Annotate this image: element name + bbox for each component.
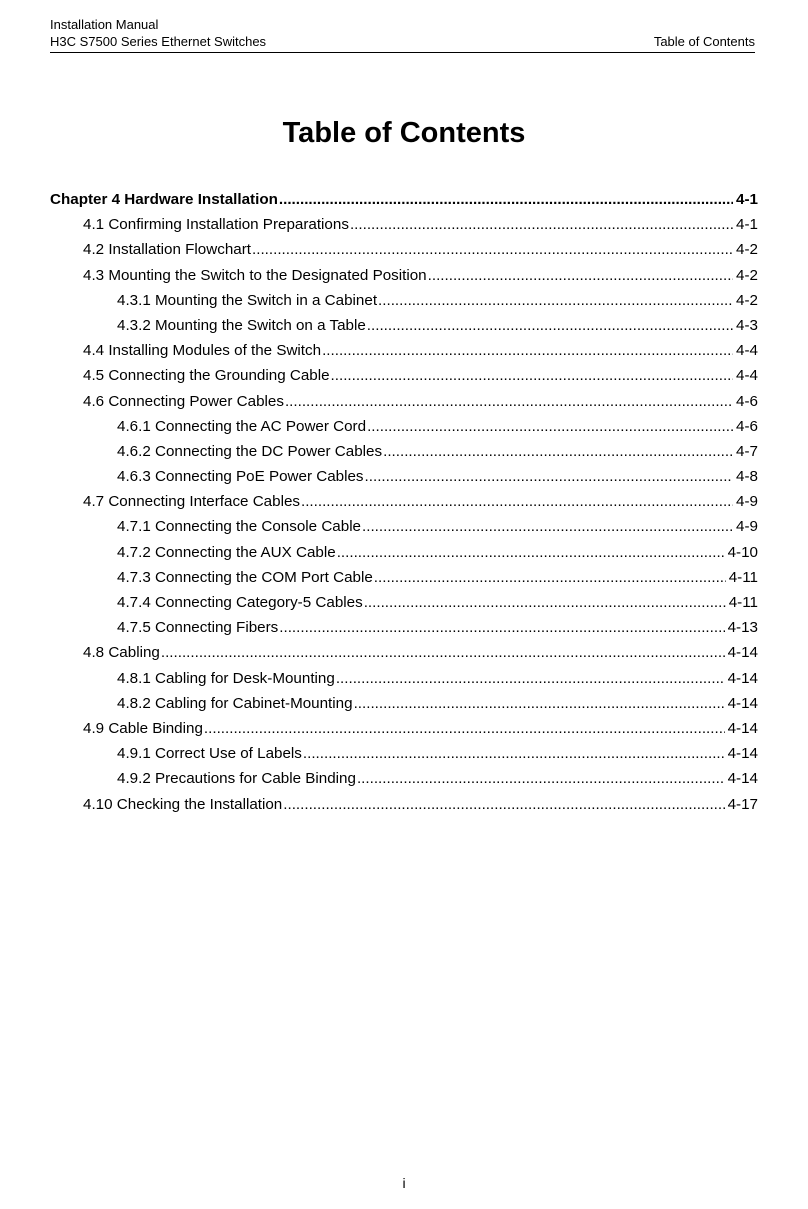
toc-entry-4-3-2[interactable] — [50, 313, 758, 338]
toc-entry-page: 4-11 — [728, 568, 758, 586]
toc-entry-page: 4-14 — [727, 745, 758, 763]
toc-entry-page: 4-2 — [736, 291, 758, 309]
toc-entry-label: 4.3 Mounting the Switch to the Designated Position — [83, 266, 427, 284]
toc-entry-page: 4-6 — [736, 417, 758, 435]
toc-entry-label: 4.7.4 Connecting Category-5 Cables — [117, 594, 363, 611]
toc-entry-page: 4-1 — [736, 191, 758, 208]
dot-leader — [373, 565, 726, 590]
dot-leader — [364, 464, 734, 489]
toc-entry-page: 4-4 — [736, 367, 758, 385]
dot-leader — [366, 313, 733, 338]
toc-entry-4-6[interactable] — [50, 389, 758, 414]
toc-entry-4-3-1[interactable] — [50, 288, 758, 313]
page-title: Table of Contents — [282, 117, 526, 149]
dot-leader — [282, 792, 724, 817]
dot-leader — [251, 237, 733, 262]
toc-entry-label: 4.7.3 Connecting the COM Port Cable — [117, 568, 373, 586]
toc-entry-label: 4.5 Connecting the Grounding Cable — [83, 367, 330, 385]
toc-entry-label: 4.8.1 Cabling for Desk-Mounting — [117, 669, 335, 687]
toc-entry-page: 4-9 — [736, 518, 758, 536]
toc-entry-page: 4-14 — [727, 644, 758, 662]
toc-entry-label: 4.6 Connecting Power Cables — [83, 392, 284, 410]
toc-entry-4-10[interactable] — [50, 792, 758, 817]
toc-entry-label: 4.8.2 Cabling for Cabinet-Mounting — [117, 694, 353, 712]
dot-leader — [278, 187, 733, 212]
toc-entry-label: 4.7.5 Connecting Fibers — [117, 619, 279, 637]
toc-entry-4-5[interactable] — [50, 363, 758, 388]
dot-leader — [356, 766, 725, 791]
dot-leader — [366, 414, 733, 439]
page-number: i — [402, 1175, 406, 1191]
toc-entry-4-7-2[interactable] — [50, 540, 758, 565]
toc-entry-label: 4.2 Installation Flowchart — [83, 241, 251, 259]
dot-leader — [427, 263, 733, 288]
header-section: Table of Contents — [653, 34, 755, 49]
page-header — [50, 16, 755, 53]
header-doc-type: Installation Manual — [50, 17, 159, 32]
dot-leader — [284, 389, 733, 414]
toc-entry-label: 4.6.1 Connecting the AC Power Cord — [117, 417, 367, 435]
toc-entry-page: 4-2 — [736, 266, 758, 284]
toc-entry-label: 4.1 Confirming Installation Preparations — [83, 216, 349, 234]
toc-entry-label: Chapter 4 Hardware Installation — [50, 191, 278, 208]
toc-entry-4-7[interactable] — [50, 489, 758, 514]
toc-entry-4-6-1[interactable] — [50, 414, 758, 439]
dot-leader — [330, 363, 734, 388]
toc-entry-4-8[interactable] — [50, 640, 758, 665]
toc-entry-page: 4-3 — [736, 316, 758, 334]
dot-leader — [203, 716, 725, 741]
dot-leader — [382, 439, 733, 464]
toc-entry-4-8-1[interactable] — [50, 666, 758, 691]
toc-entry-label: 4.9 Cable Binding — [83, 719, 203, 737]
toc-entry-4-6-2[interactable] — [50, 439, 758, 464]
toc-entry-label: 4.10 Checking the Installation — [83, 795, 283, 813]
dot-leader — [160, 640, 725, 665]
toc-entry-page: 4-8 — [736, 468, 758, 486]
toc-entry-page: 4-1 — [736, 216, 758, 234]
dot-leader — [377, 288, 733, 313]
toc-entry-page: 4-4 — [736, 342, 758, 360]
toc-entry-4-8-2[interactable] — [50, 691, 758, 716]
toc-entry-page: 4-13 — [727, 619, 758, 637]
toc-entry-page: 4-14 — [727, 770, 758, 788]
toc-entry-page: 4-14 — [727, 719, 758, 737]
dot-leader — [363, 590, 726, 615]
toc-entry-4-4[interactable] — [50, 338, 758, 363]
toc-entry-label: 4.7.2 Connecting the AUX Cable — [117, 543, 336, 561]
dot-leader — [353, 691, 725, 716]
dot-leader — [349, 212, 733, 237]
toc-entry-page: 4-10 — [727, 543, 758, 561]
toc-entry-label: 4.3.2 Mounting the Switch on a Table — [117, 316, 366, 334]
toc-entry-4-7-1[interactable] — [50, 514, 758, 539]
toc-entry-page: 4-2 — [736, 241, 758, 259]
toc-entry-label: 4.9.2 Precautions for Cable Binding — [117, 770, 356, 788]
table-of-contents — [50, 187, 758, 817]
toc-entry-page: 4-14 — [727, 669, 758, 687]
toc-entry-label: 4.7.1 Connecting the Console Cable — [117, 518, 362, 536]
toc-entry-label: 4.6.3 Connecting PoE Power Cables — [117, 468, 364, 486]
toc-entry-label: 4.9.1 Correct Use of Labels — [117, 745, 302, 763]
toc-entry-4-9-2[interactable] — [50, 766, 758, 791]
toc-entry-4-7-5[interactable] — [50, 615, 758, 640]
dot-leader — [321, 338, 733, 363]
toc-entry-label: 4.4 Installing Modules of the Switch — [83, 342, 322, 360]
header-product: H3C S7500 Series Ethernet Switches — [50, 34, 267, 49]
toc-entry-label: 4.8 Cabling — [83, 644, 160, 662]
toc-entry-4-9[interactable] — [50, 716, 758, 741]
dot-leader — [300, 489, 733, 514]
toc-entry-page: 4-6 — [736, 392, 758, 410]
dot-leader — [336, 540, 725, 565]
toc-entry-page: 4-7 — [736, 442, 758, 460]
toc-entry-label: 4.3.1 Mounting the Switch in a Cabinet — [117, 291, 378, 309]
dot-leader — [335, 666, 725, 691]
dot-leader — [278, 615, 724, 640]
toc-entry-4-1[interactable] — [50, 212, 758, 237]
toc-entry-4-3[interactable] — [50, 263, 758, 288]
toc-entry-4-2[interactable] — [50, 237, 758, 262]
toc-entry-4-7-4[interactable] — [50, 590, 758, 615]
toc-entry-4-9-1[interactable] — [50, 741, 758, 766]
toc-entry-page: 4-11 — [728, 594, 758, 611]
toc-entry-page: 4-9 — [736, 493, 758, 511]
toc-entry-label: 4.6.2 Connecting the DC Power Cables — [117, 442, 383, 460]
dot-leader — [361, 514, 733, 539]
toc-entry-4-7-3[interactable] — [50, 565, 758, 590]
toc-entry-4-6-3[interactable] — [50, 464, 758, 489]
toc-entry-chapter-4[interactable] — [50, 187, 758, 212]
toc-entry-page: 4-14 — [727, 694, 758, 712]
dot-leader — [302, 741, 725, 766]
toc-entry-page: 4-17 — [727, 795, 758, 813]
toc-entry-label: 4.7 Connecting Interface Cables — [83, 493, 300, 511]
